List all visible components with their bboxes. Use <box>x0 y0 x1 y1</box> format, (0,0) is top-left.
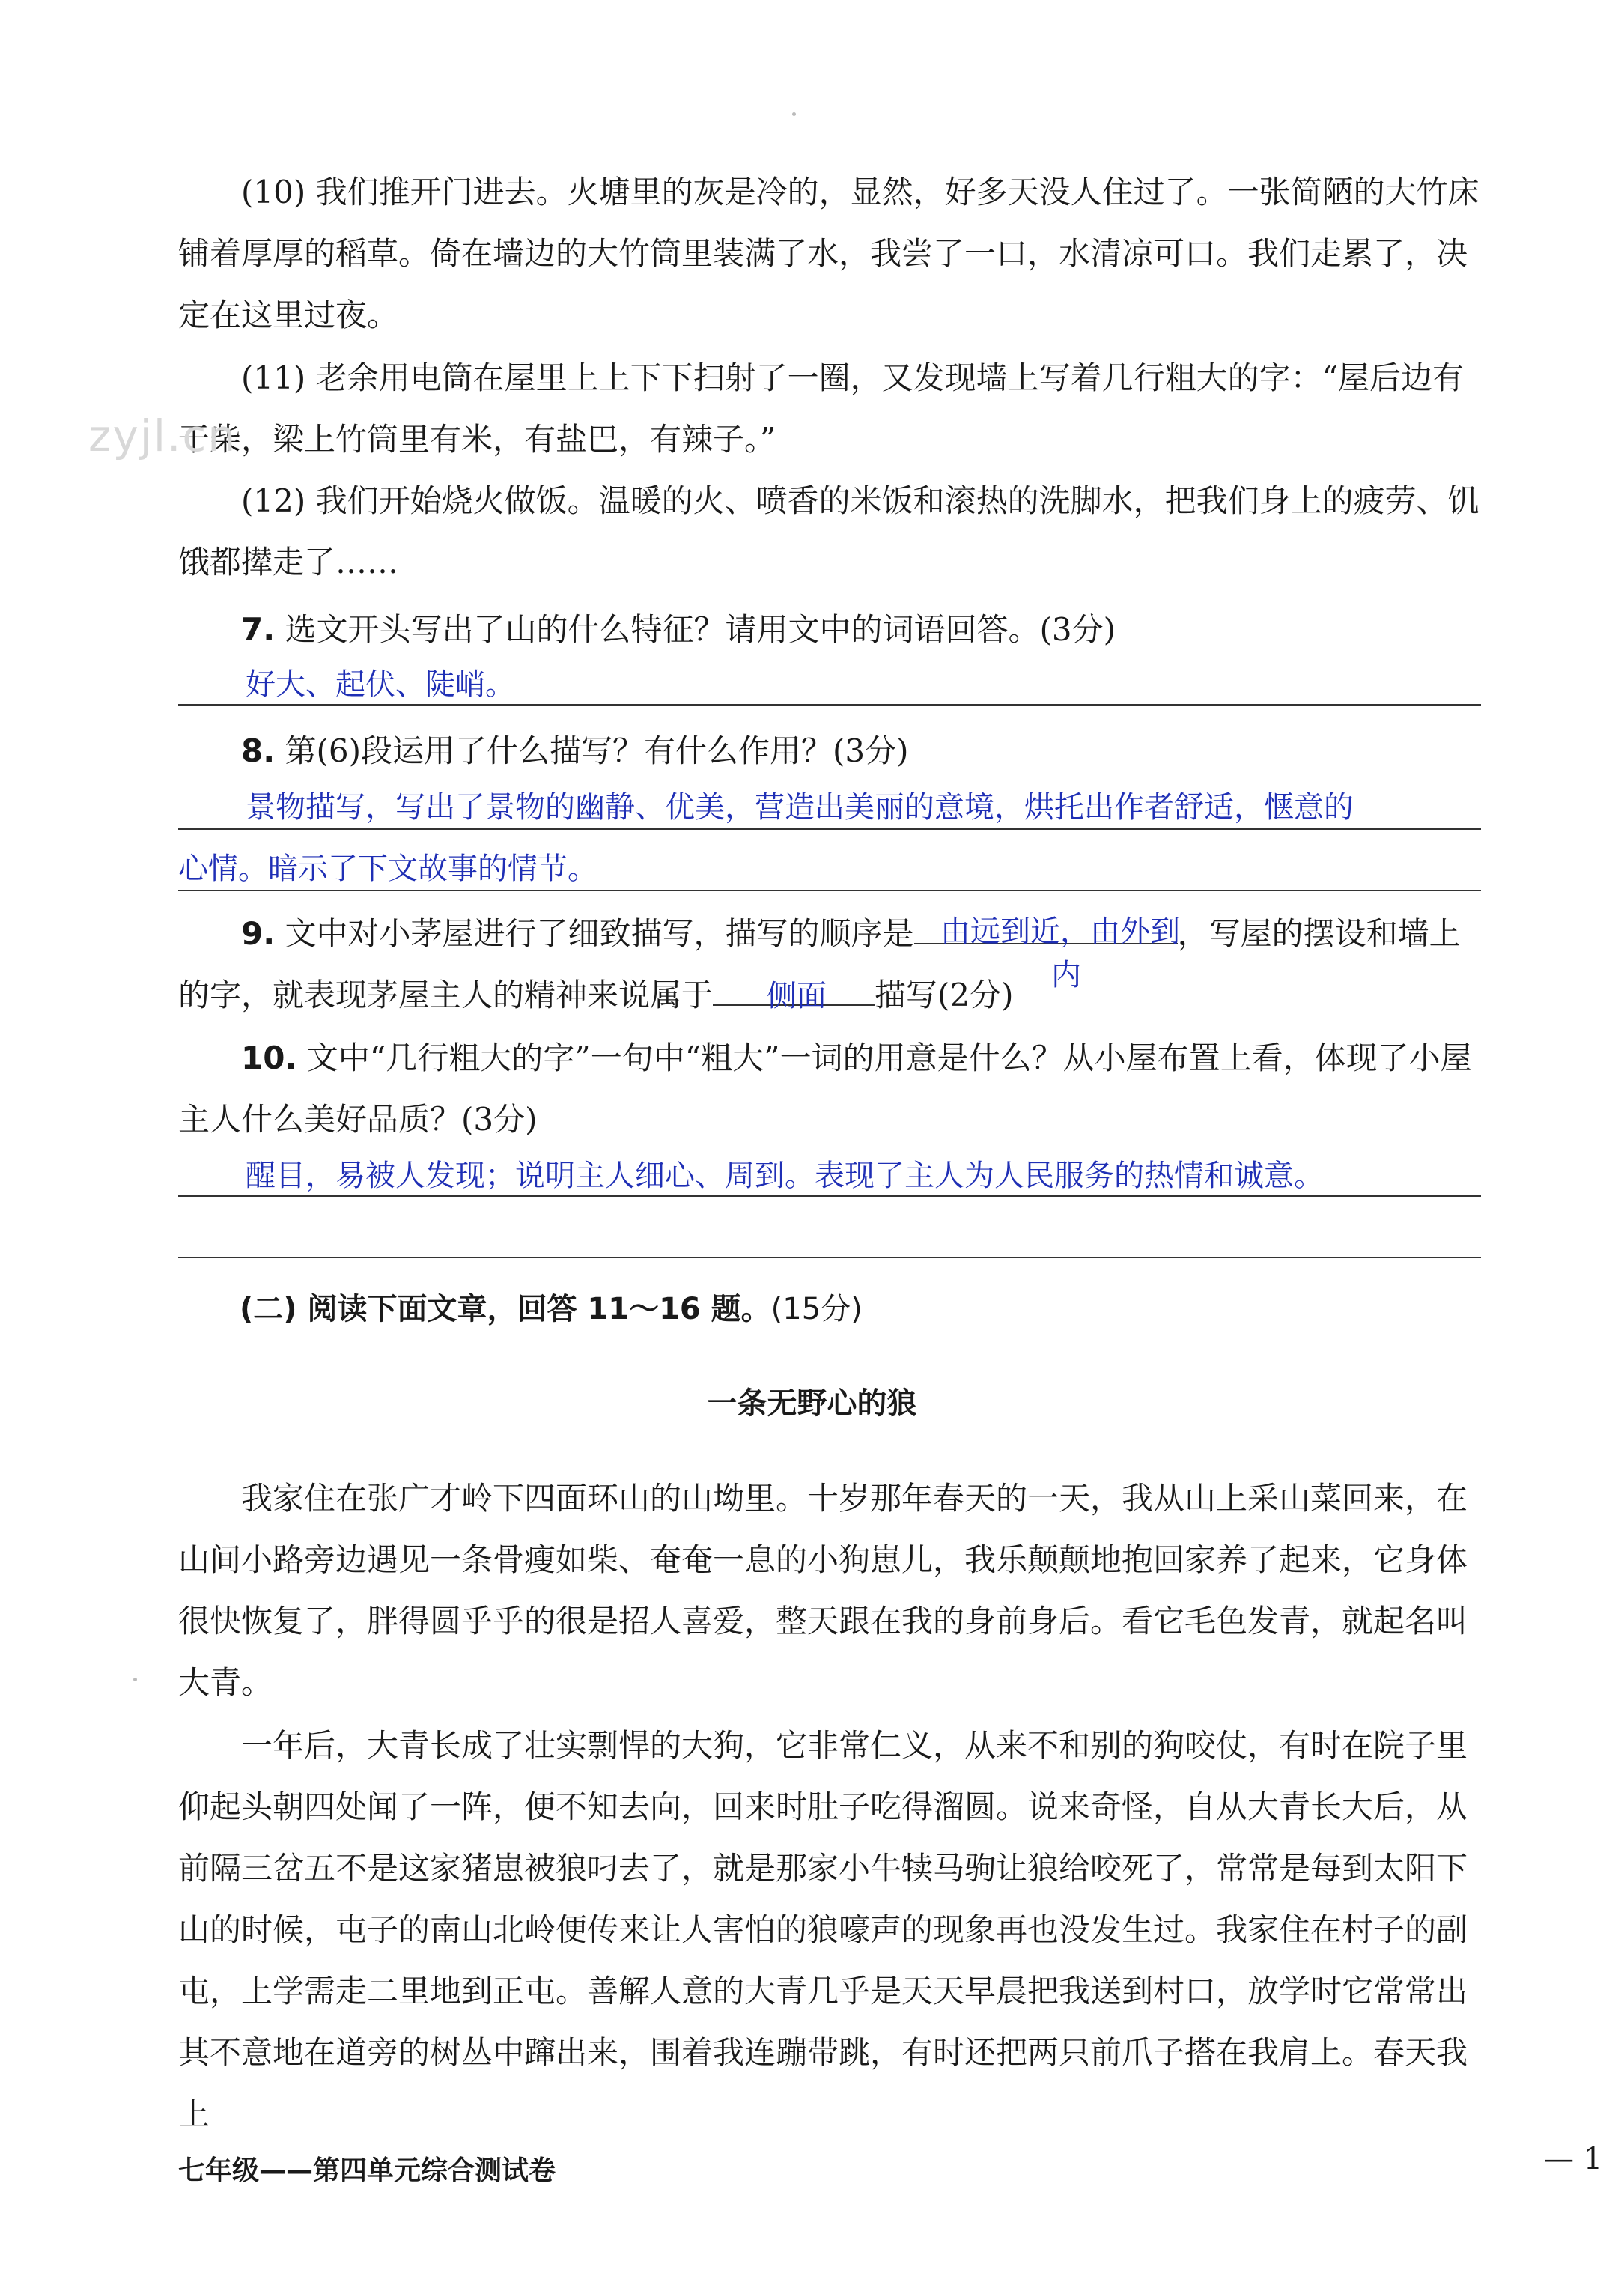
question-9 <box>178 903 1481 1026</box>
answer-9-order-wrap: 内 <box>1051 958 1081 992</box>
question-number: 9. <box>241 915 276 952</box>
question-text: 文中“几行粗大的字”一句中“粗大”一词的用意是什么？从小屋布置上看，体现了小屋主人什么美好品质？(3分) <box>178 1040 1472 1138</box>
question-text: 描写(2分) <box>875 977 1014 1013</box>
footer-title: 七年级——第四单元综合测试卷 <box>178 2155 556 2186</box>
question-number: 10. <box>241 1040 297 1076</box>
question-7 <box>241 599 1481 661</box>
question-text: 选文开头写出了山的什么特征？请用文中的词语回答。(3分) <box>285 611 1116 648</box>
paragraph-10: (10) 我们推开门进去。火塘里的灰是冷的，显然，好多天没人住过了。一张简陋的大竹床铺着厚厚的稻草。倚在墙边的大竹筒里装满了水，我尝了一口，水清凉可口。我们走累了，决定在这里过夜。 <box>178 174 1479 333</box>
paragraph-11: (11) 老余用电筒在屋里上上下下扫射了一圈，又发现墙上写着几行粗大的字：“屋后边有干柴，梁上竹筒里有米，有盐巴，有辣子。” <box>178 359 1465 458</box>
answer-9-order: 由远到近，由外到 <box>940 914 1180 949</box>
watermark: zyjl.cn <box>88 410 237 461</box>
answer-line <box>178 828 1481 830</box>
page-number: — 1 <box>1544 2142 1603 2176</box>
answer-line <box>178 890 1481 891</box>
section-heading-text: (二) 阅读下面文章，回答 11～16 题。 <box>240 1292 771 1326</box>
answer-7: 好大、起伏、陡峭。 <box>246 667 515 702</box>
answer-line <box>178 1195 1481 1197</box>
answer-8-line2: 心情。暗示了下文故事的情节。 <box>178 852 597 886</box>
question-8 <box>241 720 1481 782</box>
question-number: 7. <box>241 611 276 648</box>
section-heading <box>240 1285 863 1328</box>
section-score: (15分) <box>770 1292 863 1326</box>
answer-line <box>178 704 1481 706</box>
answer-8-line1: 景物描写，写出了景物的幽静、优美，营造出美丽的意境，烘托出作者舒适，惬意的 <box>246 790 1354 825</box>
answer-line <box>178 1257 1481 1258</box>
answer-9-type: 侧面 <box>767 979 827 1013</box>
question-10 <box>178 1028 1481 1150</box>
answer-10: 醒目，易被人发现；说明主人细心、周到。表现了主人为人民服务的热情和诚意。 <box>246 1159 1324 1193</box>
question-number: 8. <box>241 732 276 769</box>
question-text: 的字，就表现茅屋主人的精神来说属于 <box>178 977 714 1013</box>
question-text: 第(6)段运用了什么描写？有什么作用？(3分) <box>285 732 909 769</box>
scan-dot <box>133 1678 137 1681</box>
scan-dot <box>792 112 796 116</box>
article-paragraph-1: 我家住在张广才岭下四面环山的山坳里。十岁那年春天的一天，我从山上采山菜回来，在山间小路旁边遇见一条骨瘦如柴、奄奄一息的小狗崽儿，我乐颠颠地抱回家养了起来，它身体很快恢复了，胖得圆乎乎的很是招人喜爱，整天跟在我的身前身后。看它毛色发青，就起名叫大青。 <box>178 1480 1468 1701</box>
article-title: 一条无野心的狼 <box>707 1386 917 1421</box>
article-paragraph-2: 一年后，大青长成了壮实剽悍的大狗，它非常仁义，从来不和别的狗咬仗，有时在院子里仰起头朝四处闻了一阵，便不知去向，回来时肚子吃得溜圆。说来奇怪，自从大青长大后，从前隔三岔五不是这家猪崽被狼叼去了，就是那家小牛犊马驹让狼给咬死了，常常是每到太阳下山的时候，屯子的南山北岭便传来让人害怕的狼嚎声的现象再也没发生过。我家住在村子的副屯，上学需走二里地到正屯。善解人意的大青几乎是天天早晨把我送到村口，放学时它常常出其不意地在道旁的树丛中蹿出来，围着我连蹦带跳，有时还把两只前爪子搭在我肩上。春天我上 <box>178 1727 1468 2132</box>
question-text: ，写屋的摆设和墙上 <box>1177 915 1461 952</box>
paragraph-12: (12) 我们开始烧火做饭。温暖的火、喷香的米饭和滚热的洗脚水，把我们身上的疲劳、饥饿都撵走了…… <box>178 482 1479 580</box>
question-text: 文中对小茅屋进行了细致描写，描写的顺序是 <box>285 915 914 952</box>
